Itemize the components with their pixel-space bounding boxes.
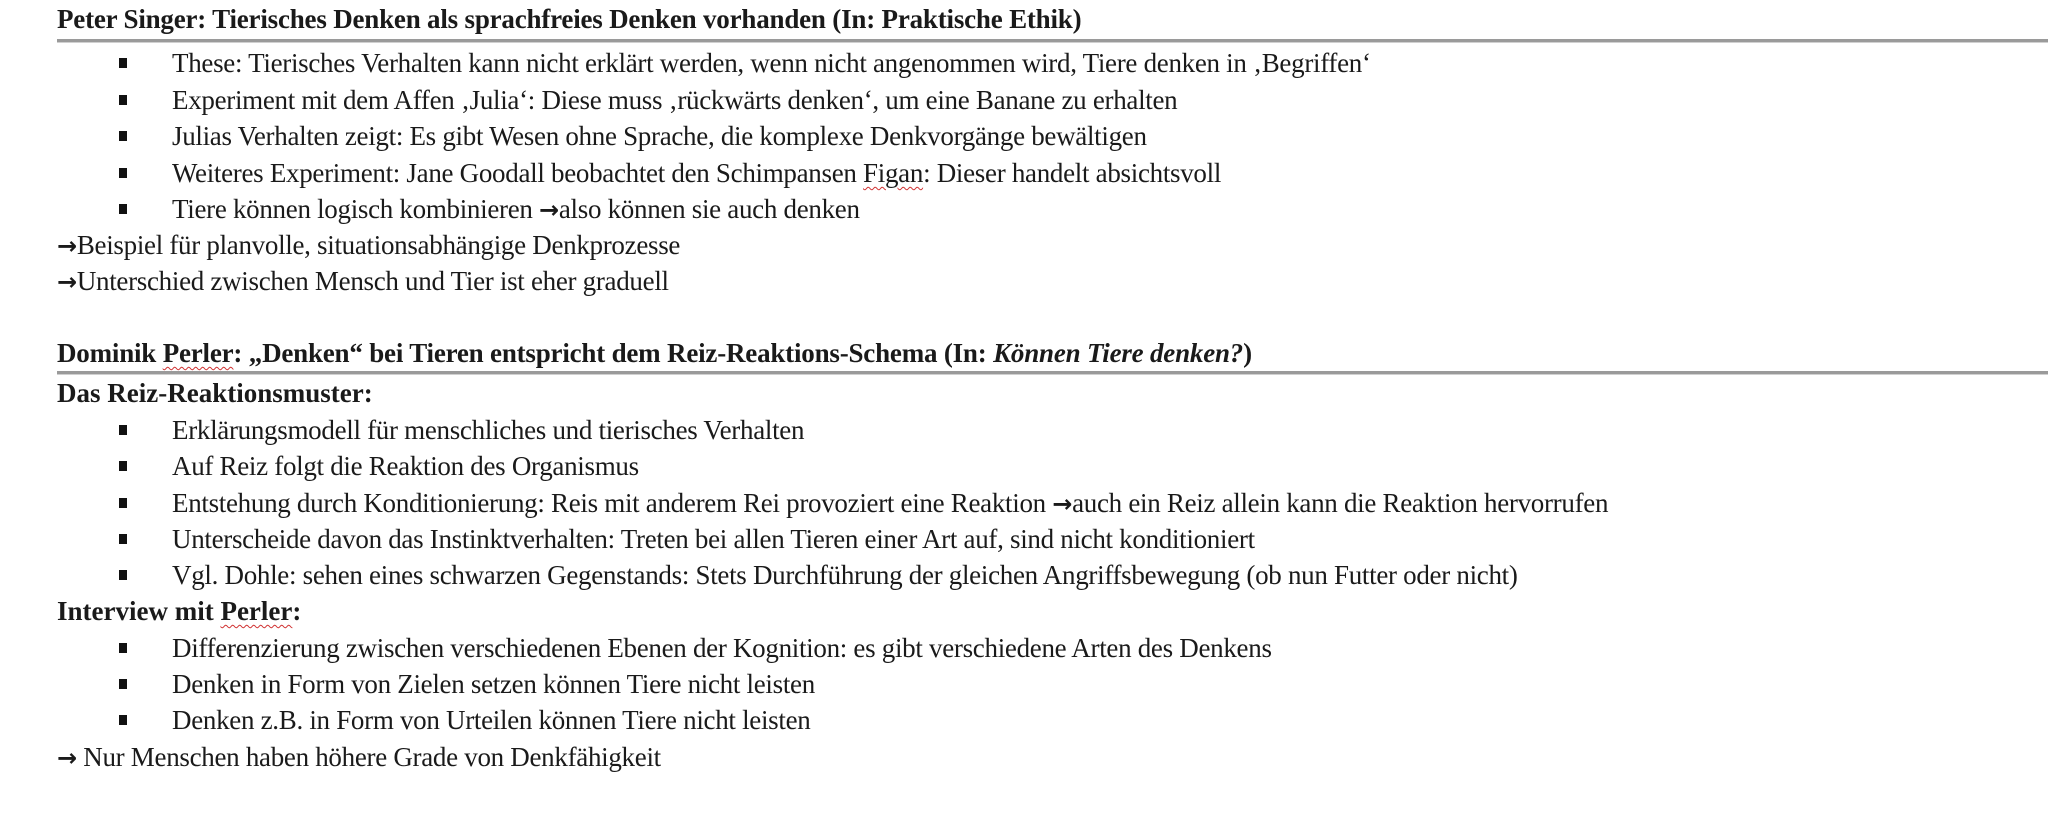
- square-bullet-icon: [119, 131, 127, 141]
- subheading-reiz-reaktion: Das Reiz-Reaktionsmuster:: [57, 378, 373, 408]
- spellcheck-flagged-word[interactable]: Figan: [863, 158, 924, 188]
- right-arrow-icon: →: [1052, 490, 1073, 518]
- square-bullet-icon: [119, 570, 127, 580]
- document-page: Peter Singer: Tierisches Denken als sprachfreies Denken vorhanden (In: Praktische Ethik) These: Tierisches Verhalten kann nicht erklärt werden, wenn nicht angenommen wird, Tiere denken in ‚Begriffen‘ Experiment mit dem Affen ‚Julia‘: Diese muss ‚rückwärts denken‘, um eine Banane zu erhalten Julias Verhalten zeigt: Es gibt Wesen ohne Sprache, die komplexe Denkvorgänge bewältigen Weiteres Experiment: Jane Goodall beobachtet den Schimpansen Figan: Dieser handelt absichtsvoll Tiere können logisch kombinieren →also können sie auch denken →Beispiel für planvolle, situationsabhängige Denkprozesse →Unterschied zwischen Mensch und Tier ist eher graduell Dominik Perler: „Denken“ bei Tieren entspricht dem Reiz-Reaktions-Schema (In: Können Tiere denken?) Das Reiz-Reaktionsmuster: Erklärungsmodell für menschliches und tierisches Verhalten Auf Reiz folgt die Reaktion des Organismus Entstehung durch Konditionierung: Reis mit anderem Rei provoziert eine Reaktion →auch ein Reiz allein kann die Reaktion hervorrufen Unterscheide davon das Instinktverhalten: Treten bei allen Tieren einer Art auf, sind nicht konditioniert Vgl. Dohle: sehen eines schwarzen Gegenstands: Stets Durchführung der gleichen Angriffsbewegung (ob nun Futter oder nicht) Interview mit Perler: Differenzierung zwischen verschiedenen Ebenen der Kognition: es gibt verschiedene Arten des Denkens Denken in Form von Zielen setzen können Tiere nicht leisten Denken z.B. in Form von Urteilen können Tiere nicht leisten → Nur Menschen haben höhere Grade von Denkfähigkeit: [0, 0, 2048, 820]
- heading-rule: [57, 39, 2048, 43]
- square-bullet-icon: [119, 643, 127, 653]
- square-bullet-icon: [119, 679, 127, 689]
- right-arrow-icon: →: [57, 268, 77, 296]
- subheading-interview: Interview mit Perler:: [57, 596, 302, 626]
- square-bullet-icon: [119, 498, 127, 508]
- square-bullet-icon: [119, 58, 127, 68]
- square-bullet-icon: [119, 168, 127, 178]
- section-heading-perler: Dominik Perler: „Denken“ bei Tieren entspricht dem Reiz-Reaktions-Schema (In: Können Tiere denken?): [57, 338, 1252, 368]
- conclusion-line: →Unterschied zwischen Mensch und Tier ist eher graduell: [57, 266, 669, 296]
- square-bullet-icon: [119, 461, 127, 471]
- right-arrow-icon: →: [539, 196, 559, 224]
- book-title: Können Tiere denken?: [993, 338, 1244, 368]
- right-arrow-icon: →: [57, 744, 77, 772]
- square-bullet-icon: [119, 715, 127, 725]
- conclusion-line: →Beispiel für planvolle, situationsabhängige Denkprozesse: [57, 230, 681, 260]
- square-bullet-icon: [119, 534, 127, 544]
- section-heading-singer: Peter Singer: Tierisches Denken als sprachfreies Denken vorhanden (In: Praktische Ethik): [57, 4, 1082, 34]
- square-bullet-icon: [119, 95, 127, 105]
- spellcheck-flagged-word[interactable]: Perler: [220, 596, 293, 626]
- spellcheck-flagged-word[interactable]: Perler: [162, 338, 234, 368]
- heading-rule: [57, 371, 2048, 375]
- conclusion-line: → Nur Menschen haben höhere Grade von Denkfähigkeit: [57, 742, 661, 772]
- square-bullet-icon: [119, 425, 127, 435]
- right-arrow-icon: →: [57, 232, 77, 260]
- square-bullet-icon: [119, 204, 127, 214]
